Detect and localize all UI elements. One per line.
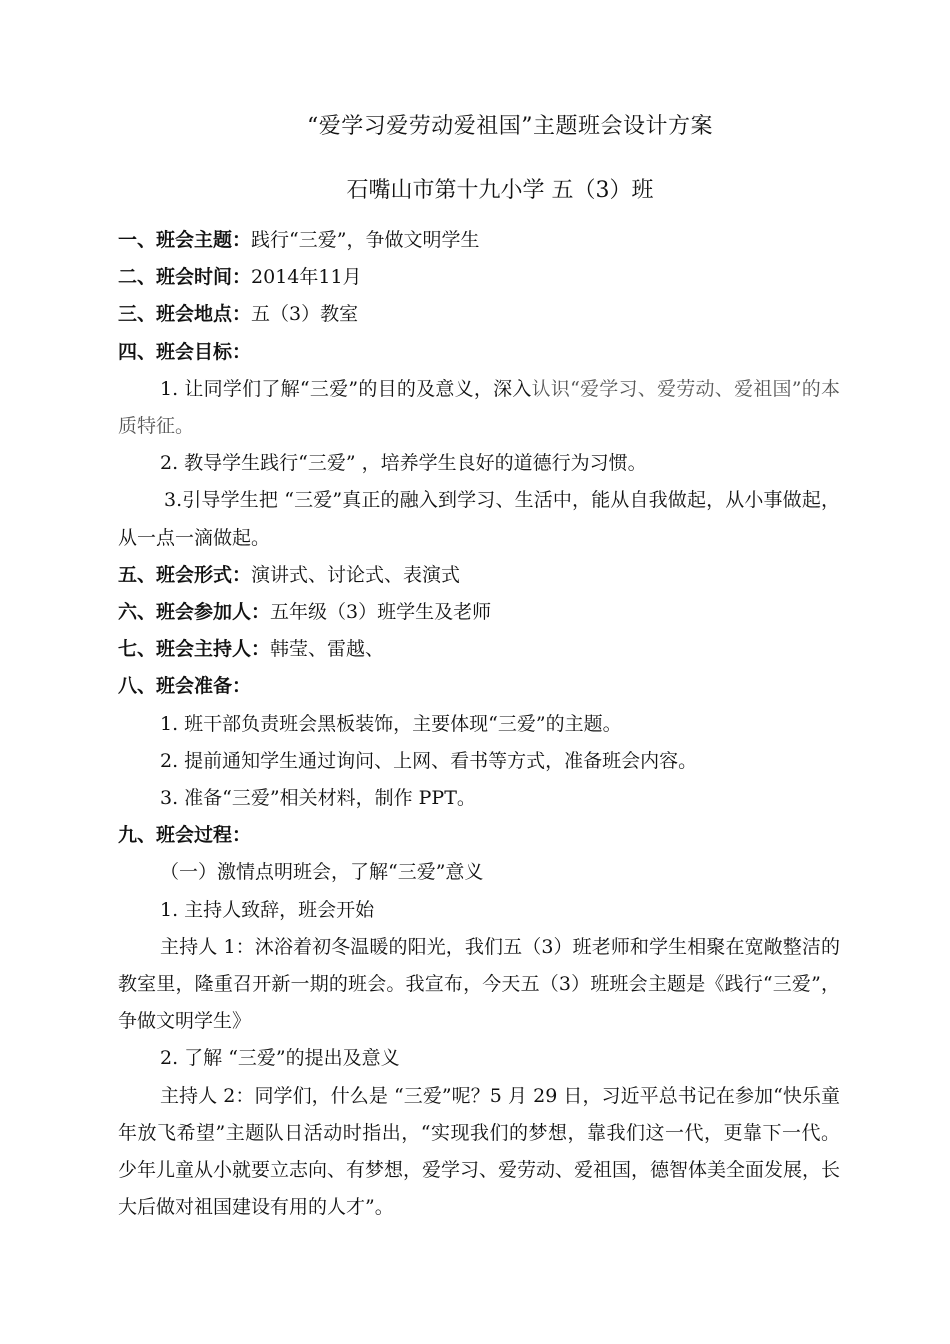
section-value: 践行“三爱”，争做文明学生 bbox=[251, 229, 480, 251]
section-theme bbox=[118, 222, 840, 259]
section-participants bbox=[118, 594, 840, 631]
goal-item: 3.引导学生把 “三爱”真正的融入到学习、生活中，能从自我做起，从小事做起，从一点一滴做起。 bbox=[118, 489, 840, 549]
document-subtitle: 石嘴山市第十九小学 五（3）班 bbox=[346, 178, 654, 203]
section-label: 九、班会过程： bbox=[118, 824, 252, 847]
host-speech: 主持人 1：沐浴着初冬温暖的阳光，我们五（3）班老师和学生相聚在宽敞整洁的教室里，隆重召开新一期的班会。我宣布，今天五（3）班班会主题是《践行“三爱”，争做文明学生》 bbox=[118, 935, 840, 1033]
prep-item: 3. 准备“三爱”相关材料，制作 PPT。 bbox=[160, 787, 476, 810]
section-label: 五、班会形式： bbox=[118, 563, 252, 586]
document-title: “爱学习爱劳动爱祖国”主题班会设计方案 bbox=[307, 114, 713, 139]
section-goals bbox=[118, 334, 840, 371]
prep-item: 1. 班干部负责班会黑板装饰，主要体现“三爱”的主题。 bbox=[160, 712, 622, 735]
process-step: 2. 了解 “三爱”的提出及意义 bbox=[160, 1047, 400, 1070]
section-preparation bbox=[118, 668, 840, 705]
section-location bbox=[118, 296, 840, 333]
document-body bbox=[118, 222, 840, 1226]
process-step: 1. 主持人致辞，班会开始 bbox=[160, 898, 375, 921]
section-label: 二、班会时间： bbox=[118, 266, 252, 289]
section-time bbox=[118, 259, 840, 296]
section-label: 七、班会主持人： bbox=[118, 638, 271, 661]
section-label: 八、班会准备： bbox=[118, 675, 252, 698]
section-hosts bbox=[118, 631, 840, 668]
host-speech: 主持人 2：同学们，什么是 “三爱”呢？5 月 29 日，习近平总书记在参加“快乐童年放飞希望”主题队日活动时指出，“实现我们的梦想，靠我们这一代，更靠下一代。少年儿童从小就要立志向、有梦想，爱学习、爱劳动、爱祖国，德智体美全面发展，长大后做对祖国建设有用的人才”。 bbox=[118, 1084, 841, 1219]
section-format bbox=[118, 557, 840, 594]
section-process bbox=[118, 817, 840, 854]
section-label: 四、班会目标： bbox=[118, 340, 252, 363]
section-label: 一、班会主题： bbox=[118, 229, 252, 251]
section-label: 六、班会参加人： bbox=[118, 601, 271, 624]
goal-item: 1. 让同学们了解“三爱”的目的及意义，深入认识“爱学习、爱劳动、爱祖国”的本质特征。 bbox=[118, 377, 840, 438]
goal-item: 2. 教导学生践行“三爱” ，培养学生良好的道德行为习惯。 bbox=[160, 452, 647, 475]
process-part-heading: （一）激情点明班会，了解“三爱”意义 bbox=[160, 861, 484, 884]
prep-item: 2. 提前通知学生通过询问、上网、看书等方式，准备班会内容。 bbox=[160, 749, 698, 772]
section-label: 三、班会地点： bbox=[118, 303, 252, 326]
section-value: 演讲式、讨论式、表演式 bbox=[251, 563, 461, 586]
section-value: 2014年11月 bbox=[251, 266, 362, 289]
section-value: 五（3）教室 bbox=[251, 303, 359, 326]
section-value: 韩莹、雷越、 bbox=[270, 638, 385, 661]
section-value: 五年级（3）班学生及老师 bbox=[270, 601, 492, 624]
